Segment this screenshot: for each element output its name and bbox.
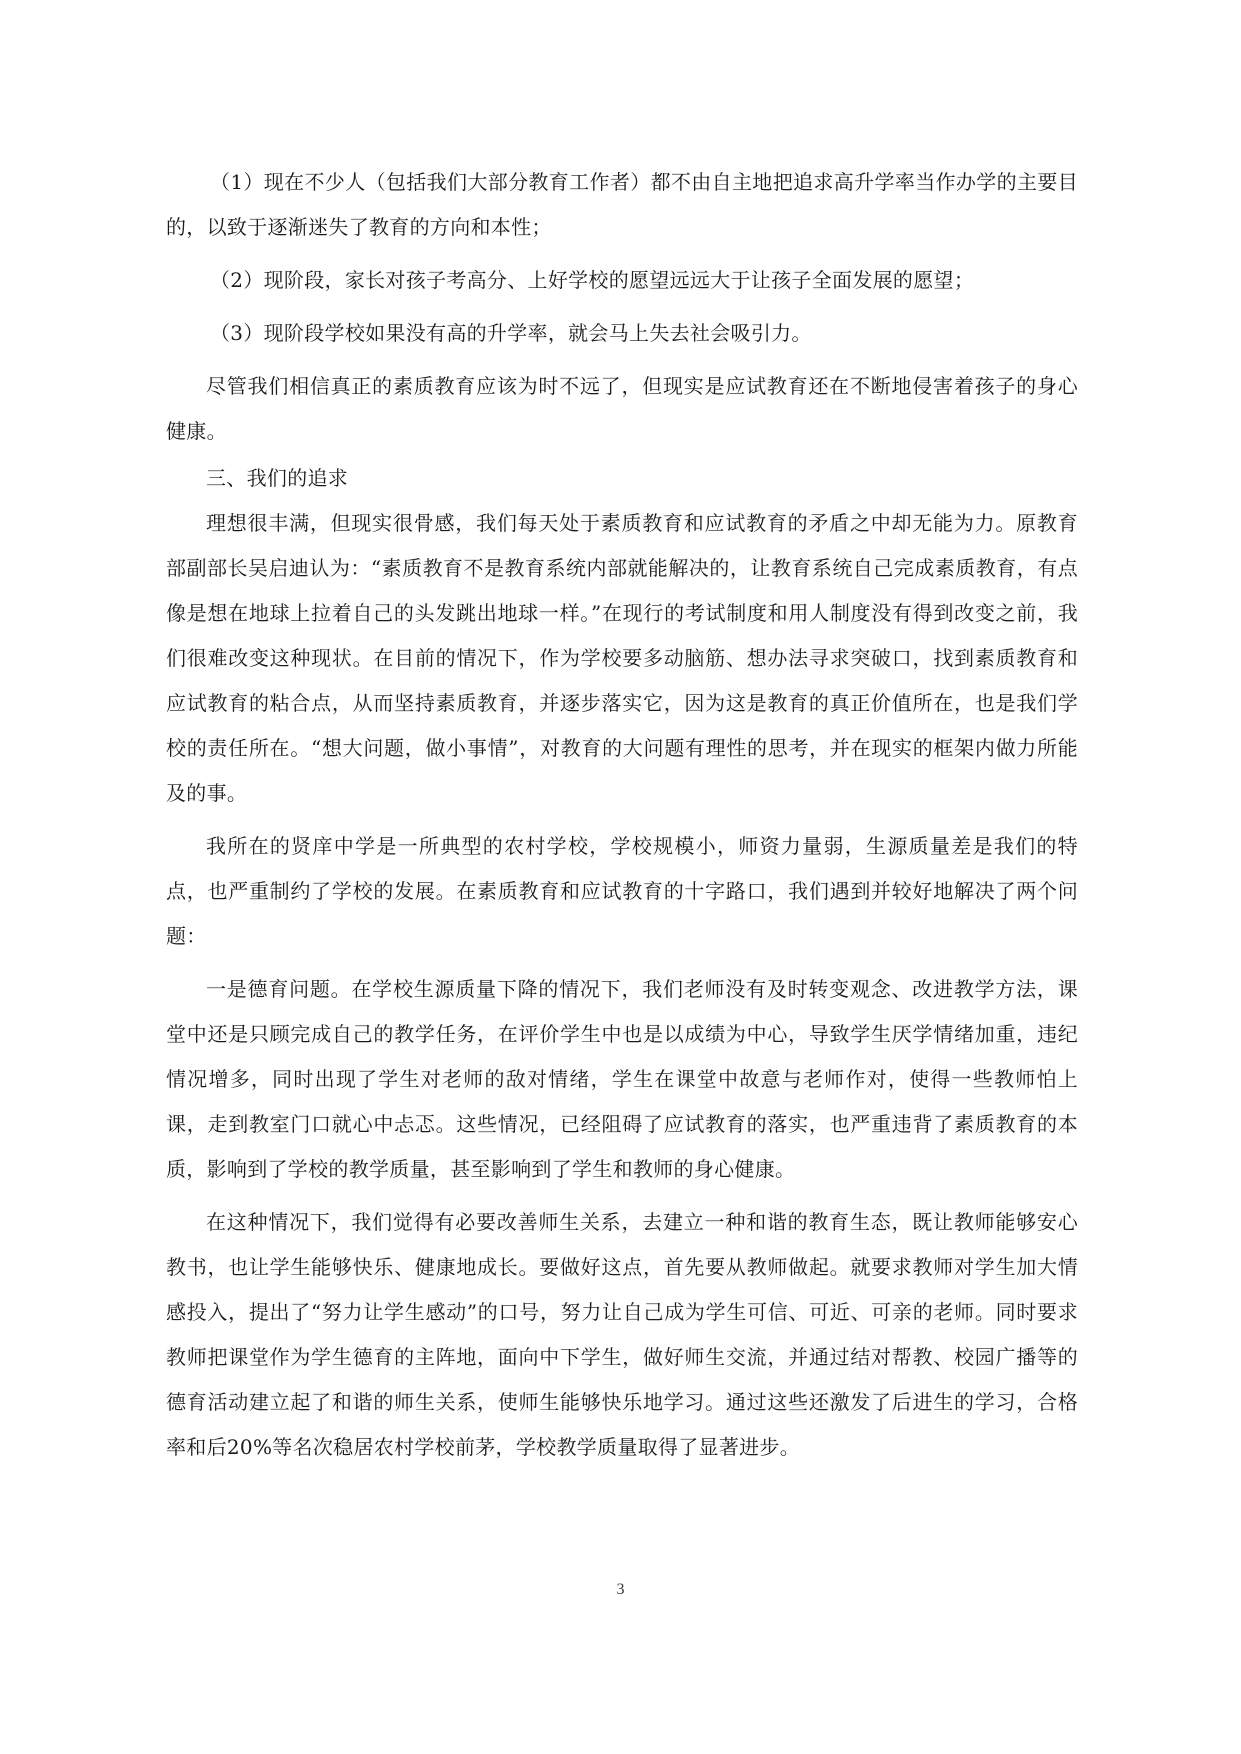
- list-item-2: （2）现阶段，家长对孩子考高分、上好学校的愿望远远大于让孩子全面发展的愿望；: [210, 268, 975, 292]
- list-item-1: （1）现在不少人（包括我们大部分教育工作者）都不由自主地把追求高升学率当作办学的主要目的，以致于逐渐迷失了教育的方向和本性；: [166, 170, 1078, 239]
- paragraph-pursuit: 理想很丰满，但现实很骨感，我们每天处于素质教育和应试教育的矛盾之中却无能为力。原教育部副部长吴启迪认为：“素质教育不是教育系统内部就能解决的，让教育系统自己完成素质教育，有点像是想在地球上拉着自己的头发跳出地球一样。”在现行的考试制度和用人制度没有得到改变之前，我们很难改变这种现状。在目前的情况下，作为学校要多动脑筋、想办法寻求突破口，找到素质教育和应试教育的粘合点，从而坚持素质教育，并逐步落实它，因为这是教育的真正价值所在，也是我们学校的责任所在。“想大问题，做小事情”，对教育的大问题有理性的思考，并在现实的框架内做力所能及的事。: [166, 511, 1078, 805]
- section-heading: 三、我们的追求: [206, 466, 349, 490]
- list-item-3: （3）现阶段学校如果没有高的升学率，就会马上失去社会吸引力。: [210, 321, 812, 345]
- paragraph-teacher-student: 在这种情况下，我们觉得有必要改善师生关系，去建立一种和谐的教育生态，既让教师能够安心教书，也让学生能够快乐、健康地成长。要做好这点，首先要从教师做起。就要求教师对学生加大情感投入，提出了“努力让学生感动”的口号，努力让自己成为学生可信、可近、可亲的老师。同时要求教师把课堂作为学生德育的主阵地，面向中下学生，做好师生交流，并通过结对帮教、校园广播等的德育活动建立起了和谐的师生关系，使师生能够快乐地学习。通过这些还激发了后进生的学习，合格率和后20%等名次稳居农村学校前茅，学校教学质量取得了显著进步。: [166, 1210, 1078, 1459]
- paragraph-school: 我所在的贤庠中学是一所典型的农村学校，学校规模小，师资力量弱，生源质量差是我们的特点，也严重制约了学校的发展。在素质教育和应试教育的十字路口，我们遇到并较好地解决了两个问题：: [166, 834, 1078, 948]
- page-number: 3: [616, 1581, 625, 1598]
- document-body: [166, 160, 1078, 1470]
- paragraph-reality: 尽管我们相信真正的素质教育应该为时不远了，但现实是应试教育还在不断地侵害着孩子的身心健康。: [166, 374, 1078, 443]
- paragraph-moral-education: 一是德育问题。在学校生源质量下降的情况下，我们老师没有及时转变观念、改进教学方法，课堂中还是只顾完成自己的教学任务，在评价学生中也是以成绩为中心，导致学生厌学情绪加重，违纪情况增多，同时出现了学生对老师的敌对情绪，学生在课堂中故意与老师作对，使得一些教师怕上课，走到教室门口就心中忐忑。这些情况，已经阻碍了应试教育的落实，也严重违背了素质教育的本质，影响到了学校的教学质量，甚至影响到了学生和教师的身心健康。: [166, 977, 1078, 1181]
